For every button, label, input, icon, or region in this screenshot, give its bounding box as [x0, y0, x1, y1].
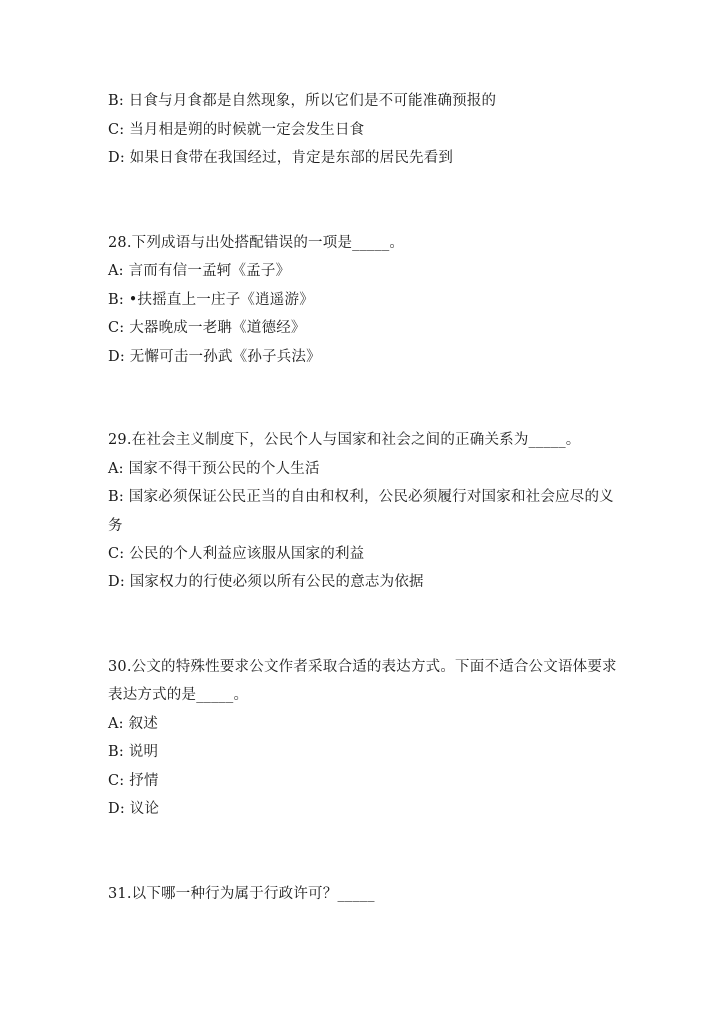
q30-stem-line-1: 30.公文的特殊性要求公文作者采取合适的表达方式。下面不适合公文语体要求	[108, 659, 617, 675]
q30-option-b: B: 说明	[108, 744, 159, 760]
q27-option-d: D: 如果日食带在我国经过，肯定是东部的居民先看到	[108, 150, 454, 166]
q29-option-b: B: 国家必须保证公民正当的自由和权利，公民必须履行对国家和社会应尽的义	[108, 489, 614, 505]
q27-option-c: C: 当月相是朔的时候就一定会发生日食	[108, 122, 365, 138]
q29-option-b-continued: 务	[108, 518, 123, 534]
q28-option-d: D: 无懈可击一孙武《孙子兵法》	[108, 349, 321, 365]
q31-stem: 31.以下哪一种行为属于行政许可？_____	[108, 886, 375, 902]
q29-option-d: D: 国家权力的行使必须以所有公民的意志为依据	[108, 574, 424, 590]
q30-option-c: C: 抒情	[108, 773, 159, 789]
q29-option-c: C: 公民的个人利益应该服从国家的利益	[108, 546, 365, 562]
q28-option-a: A: 言而有信一孟轲《孟子》	[108, 263, 291, 279]
q30-stem-line-2: 表达方式的是_____。	[108, 687, 249, 703]
q30-option-d: D: 议论	[108, 801, 160, 817]
q28-option-c: C: 大器晚成一老聃《道德经》	[108, 320, 306, 336]
q29-stem: 29.在社会主义制度下，公民个人与国家和社会之间的正确关系为_____。	[108, 432, 581, 448]
q29-option-a: A: 国家不得干预公民的个人生活	[108, 461, 320, 477]
q30-option-a: A: 叙述	[108, 716, 158, 732]
q28-option-b: B: •扶摇直上一庄子《逍遥游》	[108, 292, 314, 308]
q27-option-b: B: 日食与月食都是自然现象，所以它们是不可能准确预报的	[108, 93, 497, 109]
q28-stem: 28.下列成语与出处搭配错误的一项是_____。	[108, 235, 405, 251]
